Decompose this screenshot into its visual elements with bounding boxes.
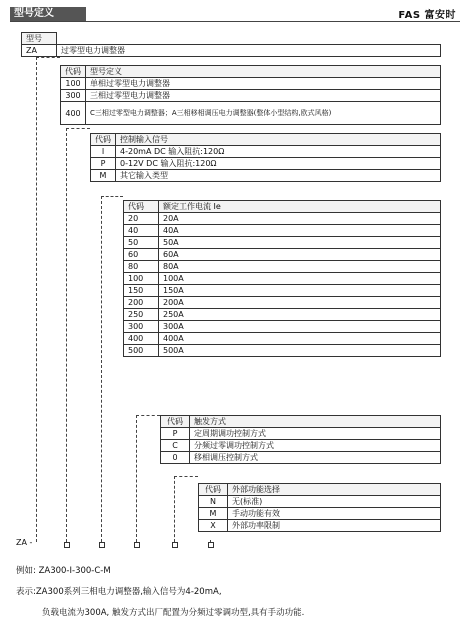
current-table — [123, 200, 441, 357]
current-row-code: 60 — [124, 249, 159, 261]
current-head-code: 代码 — [124, 201, 159, 213]
function-row-desc: 外部功率限制 — [228, 520, 441, 532]
function-row-desc: 无(标准) — [228, 496, 441, 508]
phase-head-desc: 型号定义 — [86, 66, 441, 78]
trigger-table — [160, 415, 441, 464]
example-line-2: 表示:ZA300系列三相电力调整器,输入信号为4-20mA, — [16, 587, 222, 597]
phase-head-code: 代码 — [61, 66, 86, 78]
section-title: 型号定义 — [10, 7, 86, 21]
formula-prefix: ZA - — [16, 538, 33, 547]
input-row-code: I — [91, 146, 116, 158]
model-table — [21, 32, 441, 57]
connector-current — [136, 415, 137, 542]
phase-row-code: 100 — [61, 78, 86, 90]
current-row-code: 40 — [124, 225, 159, 237]
connector-model — [36, 57, 37, 542]
current-row-desc: 40A — [159, 225, 441, 237]
current-row-desc: 500A — [159, 345, 441, 357]
connector-input — [101, 196, 102, 542]
trigger-row-desc: 移相调压控制方式 — [190, 452, 441, 464]
header-rule — [10, 21, 460, 22]
function-row-code: N — [199, 496, 228, 508]
phase-row-desc: 三相过零型电力调整器 — [86, 90, 441, 102]
trigger-row-code: P — [161, 428, 190, 440]
phase-row-desc: C三相过零型电力调整器；A三相移相调压电力调整器(整体小型结构,欧式风格) — [86, 102, 441, 125]
input-row-desc: 0-12V DC 输入阻抗:120Ω — [116, 158, 441, 170]
model-code: ZA — [22, 45, 57, 57]
current-row-code: 80 — [124, 261, 159, 273]
brand-label: FAS 富安时 — [398, 10, 456, 21]
input-row-code: M — [91, 170, 116, 182]
phase-row-code: 300 — [61, 90, 86, 102]
current-row-code: 20 — [124, 213, 159, 225]
current-row-code: 150 — [124, 285, 159, 297]
example-line-3: 负载电流为300A, 触发方式出厂配置为分频过零调功型,具有手动功能. — [42, 608, 305, 618]
current-row-code: 100 — [124, 273, 159, 285]
function-head-desc: 外部功能选择 — [228, 484, 441, 496]
connector-phase — [66, 128, 67, 542]
function-row-desc: 手动功能有效 — [228, 508, 441, 520]
current-row-desc: 80A — [159, 261, 441, 273]
current-row-desc: 400A — [159, 333, 441, 345]
input-head-desc: 控制输入信号 — [116, 134, 441, 146]
placeholder-box — [99, 542, 105, 548]
trigger-row-desc: 分频过零调功控制方式 — [190, 440, 441, 452]
current-row-code: 250 — [124, 309, 159, 321]
model-desc: 过零型电力调整器 — [57, 45, 441, 57]
current-row-desc: 250A — [159, 309, 441, 321]
trigger-head-desc: 触发方式 — [190, 416, 441, 428]
connector-current-h — [136, 415, 160, 416]
input-row-code: P — [91, 158, 116, 170]
current-row-desc: 200A — [159, 297, 441, 309]
function-table — [198, 483, 441, 532]
model-head: 型号 — [22, 33, 57, 45]
current-row-desc: 50A — [159, 237, 441, 249]
input-table — [90, 133, 441, 182]
current-row-desc: 100A — [159, 273, 441, 285]
placeholder-box — [64, 542, 70, 548]
connector-input-h — [101, 196, 123, 197]
example-line-1: 例如: ZA300-I-300-C-M — [16, 566, 111, 576]
current-row-desc: 20A — [159, 213, 441, 225]
placeholder-box — [172, 542, 178, 548]
function-head-code: 代码 — [199, 484, 228, 496]
function-row-code: X — [199, 520, 228, 532]
current-head-desc: 额定工作电流 Ie — [159, 201, 441, 213]
current-row-code: 300 — [124, 321, 159, 333]
current-row-code: 50 — [124, 237, 159, 249]
placeholder-box — [208, 542, 214, 548]
input-row-desc: 4-20mA DC 输入阻抗:120Ω — [116, 146, 441, 158]
current-row-code: 500 — [124, 345, 159, 357]
trigger-row-desc: 定周期调功控制方式 — [190, 428, 441, 440]
connector-phase-h — [66, 128, 90, 129]
trigger-row-code: C — [161, 440, 190, 452]
current-row-code: 200 — [124, 297, 159, 309]
connector-model-h — [36, 57, 60, 58]
input-head-code: 代码 — [91, 134, 116, 146]
phase-row-desc: 单相过零型电力调整器 — [86, 78, 441, 90]
placeholder-box — [134, 542, 140, 548]
current-row-desc: 60A — [159, 249, 441, 261]
phase-row-code: 400 — [61, 102, 86, 125]
current-row-code: 400 — [124, 333, 159, 345]
trigger-row-code: 0 — [161, 452, 190, 464]
connector-trigger — [174, 476, 175, 542]
phase-table — [60, 65, 441, 125]
connector-trigger-h — [174, 476, 198, 477]
current-row-desc: 300A — [159, 321, 441, 333]
input-row-desc: 其它输入类型 — [116, 170, 441, 182]
function-row-code: M — [199, 508, 228, 520]
current-row-desc: 150A — [159, 285, 441, 297]
trigger-head-code: 代码 — [161, 416, 190, 428]
